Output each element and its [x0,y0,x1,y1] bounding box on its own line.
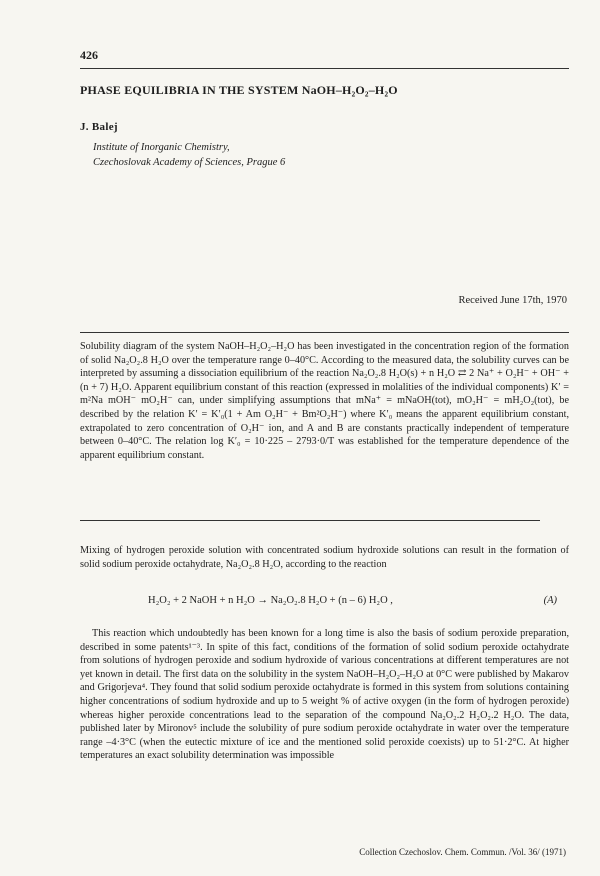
abstract-bottom-rule [80,520,540,521]
author-name: J. Balej [80,121,118,133]
page-number: 426 [80,48,98,62]
affiliation [93,140,285,170]
article-title: PHASE EQUILIBRIA IN THE SYSTEM NaOH–H₂O₂–H₂O [80,83,398,97]
affiliation-line-2: Czechoslovak Academy of Sciences, Prague 6 [93,157,286,168]
abstract-top-rule [80,332,569,333]
received-date: Received June 17th, 1970 [458,295,567,306]
equation-text: H₂O₂ + 2 NaOH + n H₂O → Na₂O₂.8 H₂O + (n – 6) H₂O , [148,595,393,606]
body-paragraph-1: Mixing of hydrogen peroxide solution with concentrated sodium hydroxide solutions can result in the formation of solid sodium peroxide octahydrate, Na₂O₂.8 H₂O, according to the reaction [80,545,569,570]
affiliation-line-1: Institute of Inorganic Chemistry, [93,142,230,153]
footer-citation: Collection Czechoslov. Chem. Commun. /Vol. 36/ (1971) [359,847,566,857]
header-rule [80,68,569,69]
body-paragraph-2: This reaction which undoubtedly has been known for a long time is also the basis of sodium peroxide preparation, described in some patents¹⁻³. In spite of this fact, conditions of the formation of solid sodium peroxide octahydrate from solutions of hydrogen peroxide and sodium hydroxide of various concentrations at different temperatures are not yet known in detail. The first data on the solubility in the system NaOH–H₂O₂–H₂O at 0°C were published by Makarov and Grigorjeva⁴. They found that solid sodium peroxide octahydrate is formed in this system from solutions containing higher concentrations of sodium hydroxide and up to 5 weight % of active oxygen (in the form of hydrogen peroxide) whereas higher peroxide concentrations lead to the separation of the compound Na₂O₂.2 H₂O₂.2 H₂O. The data, published later by Mironov⁵ include the solubility of pure sodium peroxide octahydrate in water over the temperature range –4·3°C (when the eutectic mixture of ice and the mentioned solid peroxide coexists) up to 51·2°C. At higher temperatures an exact solubility determination was impossible [80,628,569,762]
equation-number: (A) [543,595,557,606]
abstract: Solubility diagram of the system NaOH–H₂O₂–H₂O has been investigated in the concentration region of the formation of solid Na₂O₂.8 H₂O over the temperature range 0–40°C. According to the measured data, the solubility curves can be interpreted by assuming a dissociation equilibrium of the reaction Na₂O₂.8 H₂O(s) + n H₂O ⇄ 2 Na⁺ + O₂H⁻ + OH⁻ + (n + 7) H₂O. Apparent equilibrium constant of this reaction (expressed in molalities of the individual components) K′ = m²Na mOH⁻ mO₂H⁻ can, under simplifying assumptions that mNa⁺ = mNaOH(tot), mO₂H⁻ = mH₂O₂(tot), be described by the relation K′ = K′₀(1 + Am O₂H⁻ + Bm²O₂H⁻) where K′₀ means the apparent equilibrium constant, extrapolated to zero concentration of O₂H⁻ ion, and A and B are constants practically independent of temperature between 0–40°C. The relation log K′₀ = 10·225 – 2793·0/T was established for the temperature dependence of the apparent equilibrium constant. [80,341,569,461]
